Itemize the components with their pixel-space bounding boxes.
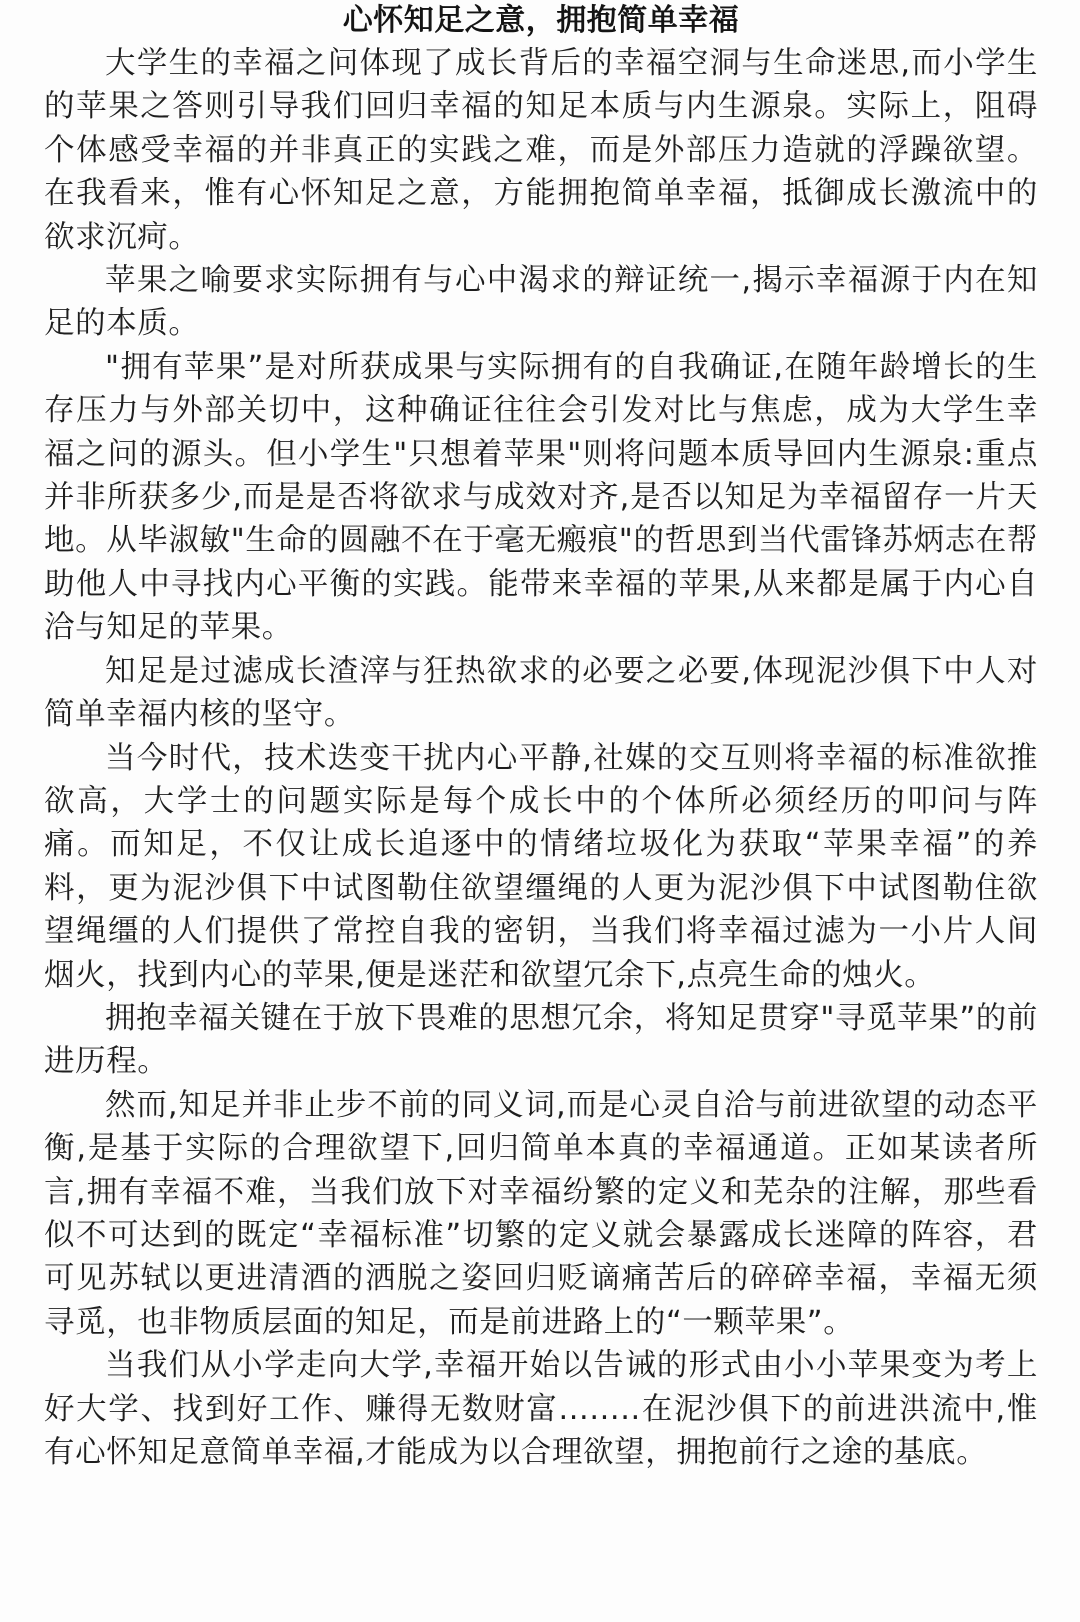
paragraph-1: 大学生的幸福之问体现了成长背后的幸福空洞与生命迷思,而小学生的苹果之答则引导我们回归幸福的知足本质与内生源泉。实际上，阻碍个体感受幸福的并非真正的实践之难，而是外部压力造就的浮躁欲望。在我看来，惟有心怀知足之意，方能拥抱简单幸福，抵御成长激流中的欲求沉疴。 <box>44 46 1038 255</box>
paragraph-3: "拥有苹果”是对所获成果与实际拥有的自我确证,在随年龄增长的生存压力与外部关切中，这种确证往往会引发对比与焦虑，成为大学生幸福之问的源头。但小学生"只想着苹果"则将问题本质导回内生源泉:重点并非所获多少,而是是否将欲求与成效对齐,是否以知足为幸福留存一片天地。从毕淑敏"生命的圆融不在于毫无瘢痕"的哲思到当代雷锋苏炳志在帮助他人中寻找内心平衡的实践。能带来幸福的苹果,从来都是属于内心自洽与知足的苹果。 <box>44 349 1038 646</box>
paragraph-2: 苹果之喻要求实际拥有与心中渴求的辩证统一,揭示幸福源于内在知足的本质。 <box>44 263 1038 342</box>
paragraph-7: 然而,知足并非止步不前的同义词,而是心灵自洽与前进欲望的动态平衡,是基于实际的合理欲望下,回归简单本真的幸福通道。正如某读者所言,拥有幸福不难，当我们放下对幸福纷繁的定义和芜杂的注解，那些看似不可达到的既定“幸福标准”切繁的定义就会暴露成长迷障的阵容，君可见苏轼以更进清酒的洒脱之姿回归贬谪痛苦后的碎碎幸福，幸福无须寻觅，也非物质层面的知足，而是前进路上的“一颗苹果”。 <box>44 1087 1038 1340</box>
paragraph-4: 知足是过滤成长渣滓与狂热欲求的必要之必要,体现泥沙俱下中人对简单幸福内核的坚守。 <box>44 653 1038 733</box>
essay-body <box>44 42 1038 1474</box>
essay-title: 心怀知足之意，拥抱简单幸福 <box>342 3 740 38</box>
paragraph-8: 当我们从小学走向大学,幸福开始以告诫的形式由小小苹果变为考上好大学、找到好工作、赚得无数财富........在泥沙俱下的前进洪流中,惟有心怀知足意简单幸福,才能成为以合理欲望，拥抱前行之途的基底。 <box>44 1348 1038 1470</box>
paragraph-5: 当今时代，技术迭变干扰内心平静,社媒的交互则将幸福的标准欲推欲高，大学士的问题实际是每个成长中的个体所必须经历的叩问与阵痛。而知足，不仅让成长追逐中的情绪垃圾化为获取“苹果幸福”的养料，更为泥沙俱下中试图勒住欲望缰绳的人更为泥沙俱下中试图勒住欲望绳缰的人们提供了常控自我的密钥，当我们将幸福过滤为一小片人间烟火，找到内心的苹果,便是迷茫和欲望冗余下,点亮生命的烛火。 <box>44 740 1038 993</box>
paragraph-6: 拥抱幸福关键在于放下畏难的思想冗余，将知足贯穿"寻觅苹果”的前进历程。 <box>44 1000 1038 1080</box>
